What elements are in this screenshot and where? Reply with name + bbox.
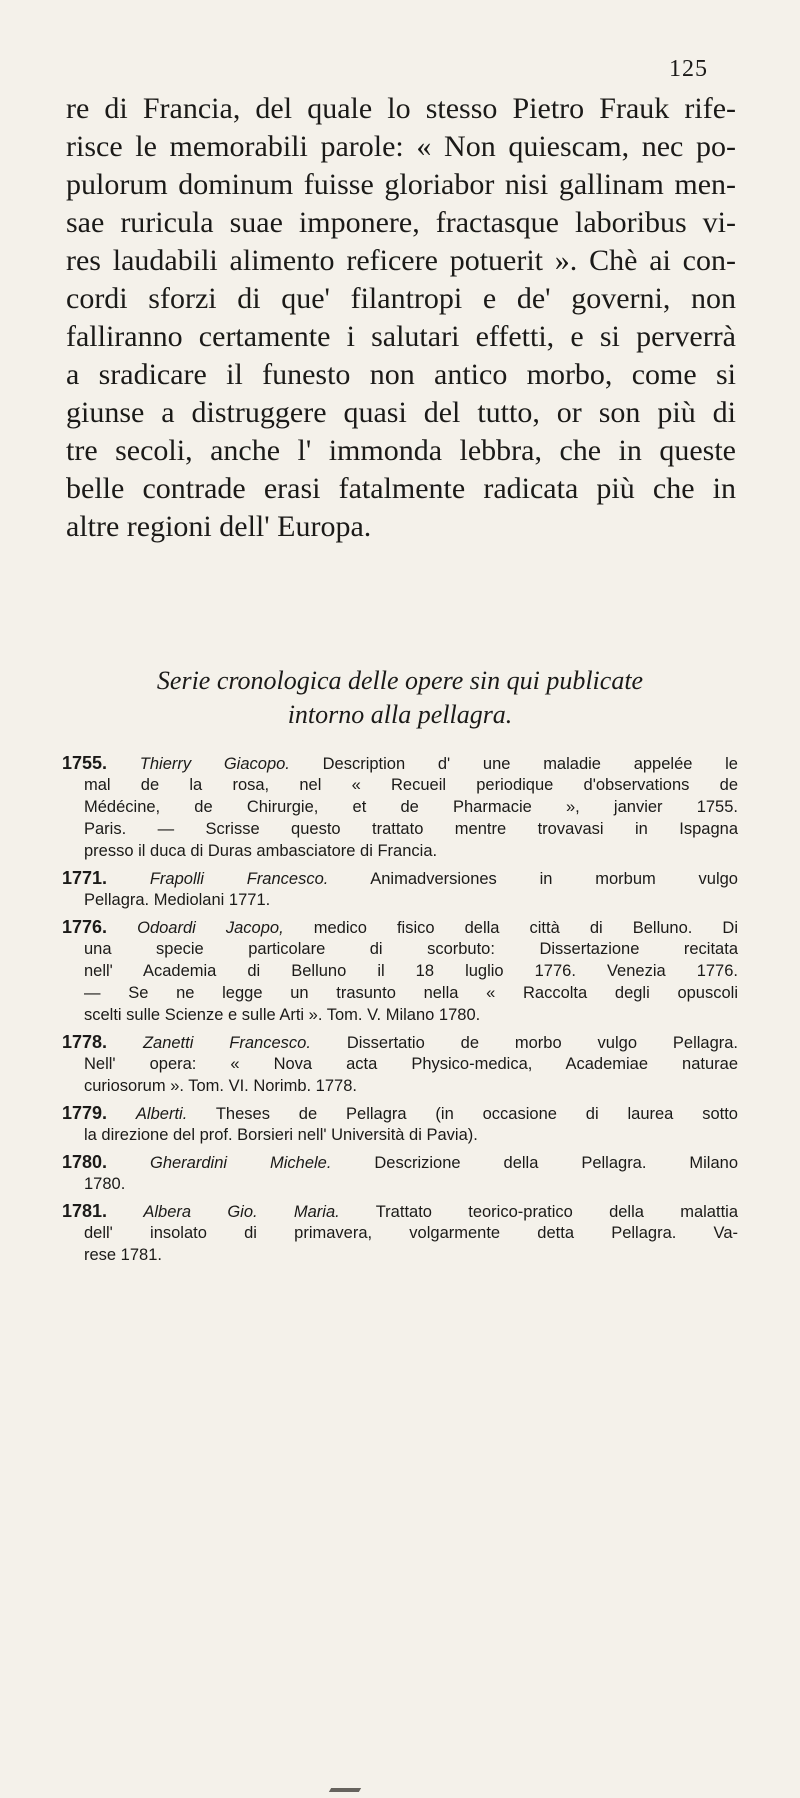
- entry-line: [62, 1200, 738, 1222]
- entry-line: presso il duca di Duras ambasciatore di Francia.: [84, 842, 438, 860]
- bibliography-entry: [62, 1031, 738, 1097]
- entry-line: una specie particolare di scorbuto: Dissertazione recitata: [84, 940, 738, 958]
- page-number: 125: [669, 56, 708, 82]
- entry-author: Albera Gio. Maria.: [143, 1203, 340, 1221]
- entry-year: 1779.: [62, 1103, 108, 1123]
- paragraph-line: risce le memorabili parole: « Non quiescam, nec po-: [66, 130, 736, 163]
- bibliography-entry: [62, 867, 738, 911]
- entry-line: [62, 916, 738, 938]
- entry-line: — Se ne legge un trasunto nella « Raccolta degli opuscoli: [84, 984, 738, 1002]
- entry-author: Gherardini Michele.: [150, 1154, 332, 1172]
- entry-author: Zanetti Francesco.: [142, 1034, 311, 1052]
- entry-text: Theses de Pellagra (in occasione di laurea sotto: [215, 1105, 738, 1123]
- entry-year: 1771.: [62, 868, 108, 888]
- paragraph-line: falliranno certamente i salutari effetti, e si perverrà: [66, 320, 736, 353]
- entry-line: dell' insolato di primavera, volgarmente detta Pellagra. Va-: [84, 1224, 738, 1242]
- entry-text: Description d' une maladie appelée le: [322, 755, 738, 773]
- entry-line: [62, 1151, 738, 1173]
- body-paragraph: [66, 90, 736, 546]
- entry-line: [62, 752, 738, 774]
- bibliography-list: [62, 752, 738, 1271]
- entry-line: la direzione del prof. Borsieri nell' Università di Pavia).: [84, 1126, 478, 1144]
- paragraph-line: pulorum dominum fuisse gloriabor nisi gallinam men-: [66, 168, 736, 201]
- entry-year: 1755.: [62, 753, 108, 773]
- bibliography-entry: [62, 752, 738, 862]
- heading-line: intorno alla pellagra.: [287, 700, 513, 729]
- entry-author: Alberti.: [135, 1105, 188, 1123]
- entry-text: Descrizione della Pellagra. Milano: [374, 1154, 738, 1172]
- entry-line: [62, 867, 738, 889]
- paragraph-line: sae ruricula suae imponere, fractasque laboribus vi-: [66, 206, 736, 239]
- paragraph-line: giunse a distruggere quasi del tutto, or son più di: [66, 396, 736, 429]
- entry-line: curiosorum ». Tom. VI. Norimb. 1778.: [84, 1077, 357, 1095]
- entry-line: nell' Academia di Belluno il 18 luglio 1776. Venezia 1776.: [84, 962, 738, 980]
- bibliography-entry: [62, 1200, 738, 1266]
- entry-line: Pellagra. Mediolani 1771.: [84, 891, 271, 909]
- entry-author: Thierry Giacopo.: [139, 755, 290, 773]
- ink-mark: [329, 1788, 361, 1792]
- paragraph-line: altre regioni dell' Europa.: [66, 510, 372, 543]
- bibliography-entry: [62, 1151, 738, 1195]
- entry-author: Odoardi Jacopo,: [137, 919, 284, 937]
- paragraph-line: cordi sforzi di que' filantropi e de' governi, non: [66, 282, 736, 315]
- paragraph-line: tre secoli, anche l' immonda lebbra, che in queste: [66, 434, 736, 467]
- entry-line: scelti sulle Scienze e sulle Arti ». Tom. V. Milano 1780.: [84, 1006, 481, 1024]
- entry-line: rese 1781.: [84, 1246, 162, 1264]
- entry-year: 1781.: [62, 1201, 108, 1221]
- entry-year: 1776.: [62, 917, 108, 937]
- entry-line: mal de la rosa, nel « Recueil periodique d'observations de: [84, 776, 738, 794]
- paragraph-line: a sradicare il funesto non antico morbo, come si: [66, 358, 736, 391]
- section-heading: [60, 664, 740, 732]
- entry-line: Médécine, de Chirurgie, et de Pharmacie », janvier 1755.: [84, 798, 738, 816]
- paragraph-line: re di Francia, del quale lo stesso Pietro Frauk rife-: [66, 92, 736, 125]
- entry-text: medico fisico della città di Belluno. Di: [313, 919, 738, 937]
- entry-line: [62, 1102, 738, 1124]
- entry-text: Animadversiones in morbum vulgo: [370, 870, 738, 888]
- heading-line: Serie cronologica delle opere sin qui publicate: [156, 666, 644, 695]
- bibliography-entry: [62, 916, 738, 1026]
- bibliography-entry: [62, 1102, 738, 1146]
- entry-year: 1778.: [62, 1032, 108, 1052]
- paragraph-line: res laudabili alimento reficere potuerit ». Chè ai con-: [66, 244, 736, 277]
- entry-text: Dissertatio de morbo vulgo Pellagra.: [346, 1034, 739, 1052]
- paragraph-line: belle contrade erasi fatalmente radicata più che in: [66, 472, 736, 505]
- entry-line: [62, 1031, 738, 1053]
- entry-line: 1780.: [84, 1175, 126, 1193]
- entry-author: Frapolli Francesco.: [149, 870, 329, 888]
- entry-text: Trattato teorico-pratico della malattia: [375, 1203, 738, 1221]
- entry-line: Nell' opera: « Nova acta Physico-medica, Academiae naturae: [84, 1055, 738, 1073]
- entry-year: 1780.: [62, 1152, 108, 1172]
- entry-line: Paris. — Scrisse questo trattato mentre trovavasi in Ispagna: [84, 820, 738, 838]
